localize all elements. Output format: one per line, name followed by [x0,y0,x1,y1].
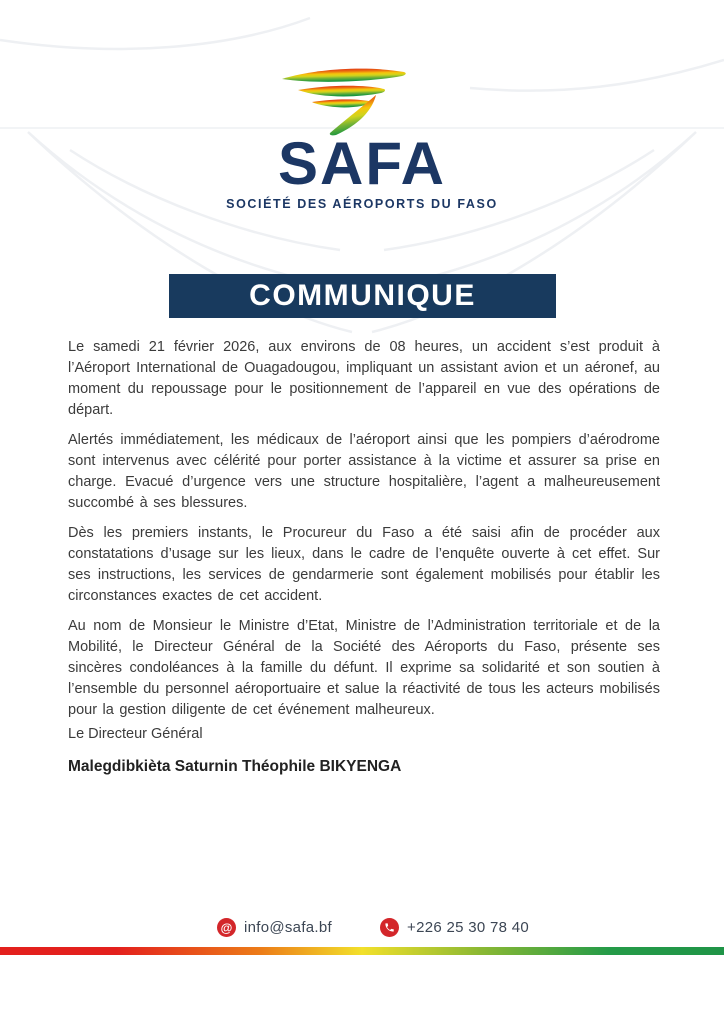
communique-banner [169,274,556,318]
paragraph-incident: Le samedi 21 février 2026, aux environs de 08 heures, un accident s’est produit à l’Aéroport International de Ouagadougou, impliquant un assistant avion et un aéronef, au moment du repoussage pour le positionnement de l’appareil en vue des opérations de départ. [68,339,660,418]
phone-text: +226 25 30 78 40 [407,919,530,936]
banner-title: COMMUNIQUE [249,279,476,312]
brand-title: SAFA [277,130,447,197]
signature-name: Malegdibkièta Saturnin Théophile BIKYENGA [68,758,402,775]
email-contact[interactable] [217,918,332,937]
at-icon: @ [217,918,236,937]
phone-icon [380,918,399,937]
paragraph-response: Alertés immédiatement, les médicaux de l’aéroport ainsi que les pompiers d’aérodrome sont intervenus avec célérité pour porter assistance à la victime et assurer sa prise en charge. Evacué d’urgence vers une structure hospitalière, l’agent a malheureusement succombé à ses blessures. [68,432,660,511]
footer-contacts [0,918,724,937]
flag-gradient-bar [0,947,724,955]
paragraph-condolences: Au nom de Monsieur le Ministre d’Etat, Ministre de l’Administration territoriale et de la Mobilité, le Directeur Général de la Société des Aéroports du Faso, présente ses sincères condoléances à la famille du défunt. Il exprime sa solidarité et son soutien à l’ensemble du personnel aéroportuaire et salue la réactivité de tous les acteurs mobilisés pour la gestion diligente de cet événement malheureux. [68,618,660,718]
email-text: info@safa.bf [243,919,333,936]
safa-bird-icon [278,64,412,136]
phone-contact[interactable] [380,918,529,937]
signature-role: Le Directeur Général [68,726,203,742]
brand-subtitle: SOCIÉTÉ DES AÉROPORTS DU FASO [226,197,498,211]
paragraph-investigation: Dès les premiers instants, le Procureur du Faso a été saisi afin de procéder aux constatations d’usage sur les lieux, dans le cadre de l’enquête ouverte à cet effet. Sur ses instructions, les services de gendarmerie sont également mobilisés pour établir les circonstances exactes de cet accident. [68,525,660,604]
document-body [68,337,660,730]
